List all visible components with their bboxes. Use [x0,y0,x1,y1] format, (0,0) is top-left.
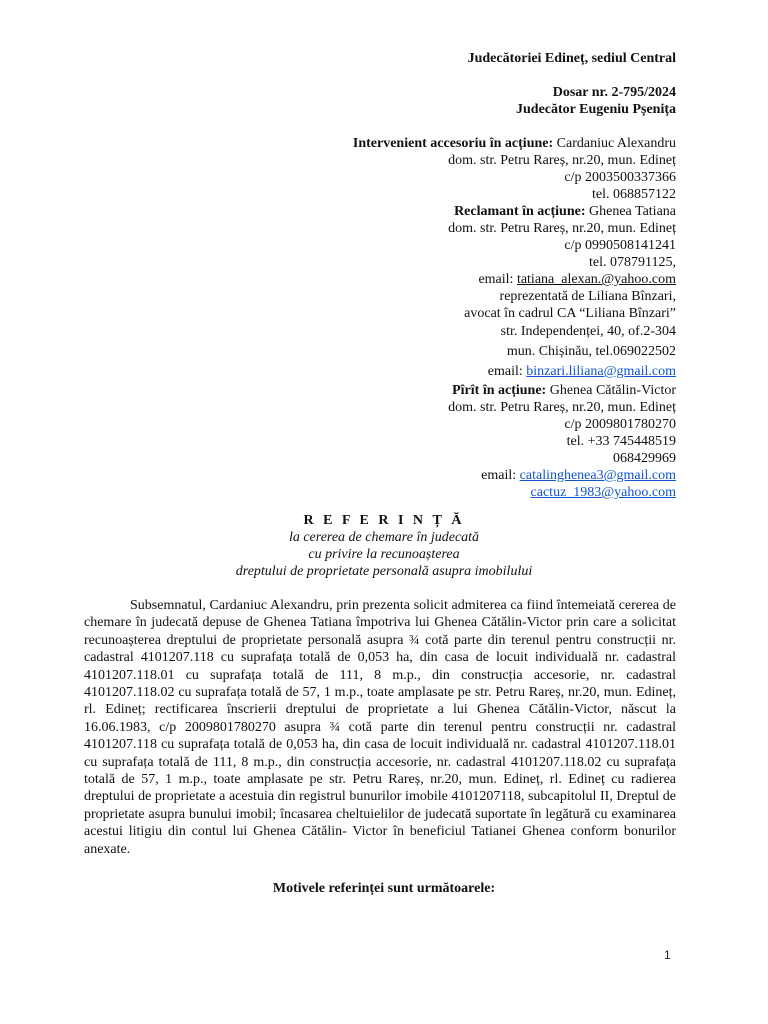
representative-email-label: email: [487,364,527,379]
pirit-tel-2: 068429969 [613,451,676,466]
intervenient-line [76,135,676,152]
intervenient-label: Intervenient accesoriu în acțiune: [352,136,554,151]
reclamant-address: dom. str. Petru Rareș, nr.20, mun. Edineț [448,221,676,236]
pirit-name: Ghenea Cătălin-Victor [546,383,676,398]
reclamant-cp: c/p 0990508141241 [564,238,676,253]
representative-line-1: reprezentată de Liliana Bînzari, [499,289,676,304]
court-name: Judecătoriei Edineț, sediul Central [467,51,676,66]
reclamant-email-link[interactable]: tatiana_alexan.@yahoo.com [516,272,676,287]
intervenient-cp: c/p 2003500337366 [564,170,676,185]
pirit-email-label: email: [481,468,520,483]
judge-name: Judecător Eugeniu Pșenița [516,102,676,117]
representative-email-link[interactable]: binzari.liliana@gmail.com [526,364,676,379]
reclamant-email-line [76,271,676,288]
representative-email-line [76,362,676,382]
subtitle-line-2: cu privire la recunoașterea [308,547,460,562]
title-block [84,512,684,580]
document-title: R E F E R I N Ț Ă [303,513,465,528]
page-number: 1 [664,948,671,962]
intervenient-name: Cardaniuc Alexandru [553,136,676,151]
intervenient-tel: tel. 068857122 [592,187,676,202]
reclamant-line [76,203,676,220]
pirit-email-link[interactable]: catalinghenea3@gmail.com [519,468,676,483]
pirit-line [76,382,676,399]
reclamant-label: Reclamant în acțiune: [454,204,586,219]
reclamant-tel: tel. 078791125, [589,255,676,270]
reclamant-email-label: email: [478,272,517,287]
body-paragraph: Subsemnatul, Cardaniuc Alexandru, prin prezenta solicit admiterea ca fiind întemeiată cererea de chemare în judecată depuse de Ghenea Tatiana împotriva lui Ghenea Cătălin-Victor prin care a solicitat recunoașterea dreptului de proprietate personală asupra ¾ cotă parte din terenul pentru construcții nr. cadastral 4101207.118 cu suprafața totală de 0,053 ha, din casa de locuit individuală nr. cadastral 4101207.118.01 cu suprafața totală de 111, 8 m.p., din construcția accesorie, nr. cadastral 4101207.118.02 cu suprafața totală de 57, 1 m.p., toate amplasate pe str. Petru Rareș, nr.20, mun. Edineț, rl. Edineț; rectificarea înscrierii dreptului de proprietate a lui Ghenea Cătălin-Victor, născut la 16.06.1983, c/p 2009801780270 asupra ¾ cotă parte din terenul pentru construcții nr. cadastral 4101207.118 cu suprafața totală de 0,053 ha, din casa de locuit individuală nr. cadastral 4101207.118.01 cu suprafața totală de 111, 8 m.p., din construcția accesorie, nr. cadastral 4101207.118.02 cu suprafața totală de 57, 1 m.p., toate amplasate pe str. Petru Rareș, nr.20, mun. Edineț, rl. Edineț cu radierea dreptului de proprietate a acestuia din registrul bunurilor imobile 4101207118, subcapitolul II, Dreptul de proprietate asupra bunului imobil; încasarea cheltuielilor de judecată suportate în legătură cu examinarea acestui litigiu din contul lui Ghenea Cătălin- Victor în beneficiul Tatianei Ghenea conform bonurilor anexate. [84,598,676,857]
pirit-label: Pîrît în acțiune: [452,383,547,398]
pirit-email-line [76,467,676,484]
intervenient-address: dom. str. Petru Rareș, nr.20, mun. Edineț [448,153,676,168]
case-number: Dosar nr. 2-795/2024 [552,85,676,100]
pirit-email-line-2 [76,484,676,501]
pirit-email-link-2[interactable]: cactuz_1983@yahoo.com [530,485,676,500]
header-block [76,50,676,501]
representative-line-4: mun. Chișinău, tel.069022502 [506,344,676,359]
subtitle-line-1: la cererea de chemare în judecată [288,530,480,545]
pirit-cp: c/p 2009801780270 [564,417,676,432]
pirit-tel: tel. +33 745448519 [566,434,676,449]
pirit-address: dom. str. Petru Rareș, nr.20, mun. Edineț [448,400,676,415]
motives-heading: Motivele referinței sunt următoarele: [272,881,496,896]
representative-line-3: str. Independenței, 40, of.2-304 [500,324,676,339]
subtitle-line-3: dreptului de proprietate personală asupra imobilului [235,564,533,579]
representative-line-2: avocat în cadrul CA “Liliana Bînzari” [464,306,676,321]
reclamant-name: Ghenea Tatiana [585,204,676,219]
